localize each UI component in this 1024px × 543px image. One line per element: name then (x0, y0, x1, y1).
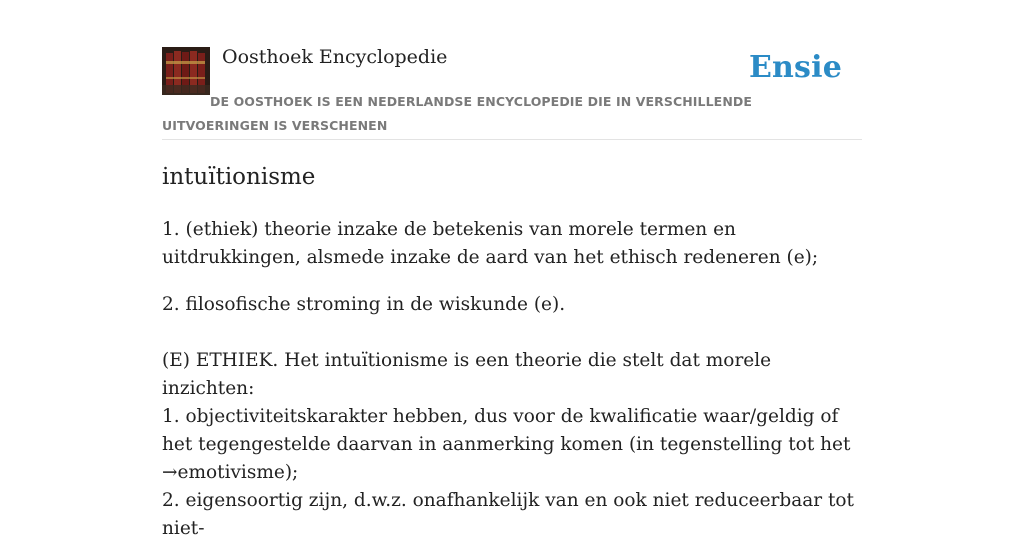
definition-paragraph-2: 2. filosofische stroming in de wiskunde (e). (162, 294, 566, 315)
definition-paragraph-1: 1. (ethiek) theorie inzake de betekenis van morele termen en uitdrukkingen, alsmede inzake de aard van het ethisch redeneren (e); (162, 219, 819, 268)
ethics-list-paragraph: 1. objectiviteitskarakter hebben, dus voor de kwalificatie waar/geldig of het tegengestelde daarvan in aanmerking komen (in tegenstelling tot het →emotivisme); 2. eigensoortig zijn, d.w.z. onafhankelijk van en ook niet reduceerbaar tot niet- (162, 406, 854, 539)
page-container (162, 0, 862, 539)
books-icon (162, 47, 210, 95)
ensie-brand-logo[interactable]: Ensie (748, 50, 842, 85)
article-title: intuïtionisme (162, 164, 316, 190)
site-header (162, 0, 862, 140)
ethics-intro-paragraph: (E) ETHIEK. Het intuïtionisme is een theorie die stelt dat morele inzichten: (162, 350, 772, 399)
site-tagline: DE OOSTHOEK IS EEN NEDERLANDSE ENCYCLOPEDIE DIE IN VERSCHILLENDE UITVOERINGEN IS VERSCHENEN (162, 94, 752, 133)
site-title-link[interactable]: Oosthoek Encyclopedie (222, 46, 448, 68)
encyclopedia-books-avatar[interactable] (162, 47, 210, 95)
